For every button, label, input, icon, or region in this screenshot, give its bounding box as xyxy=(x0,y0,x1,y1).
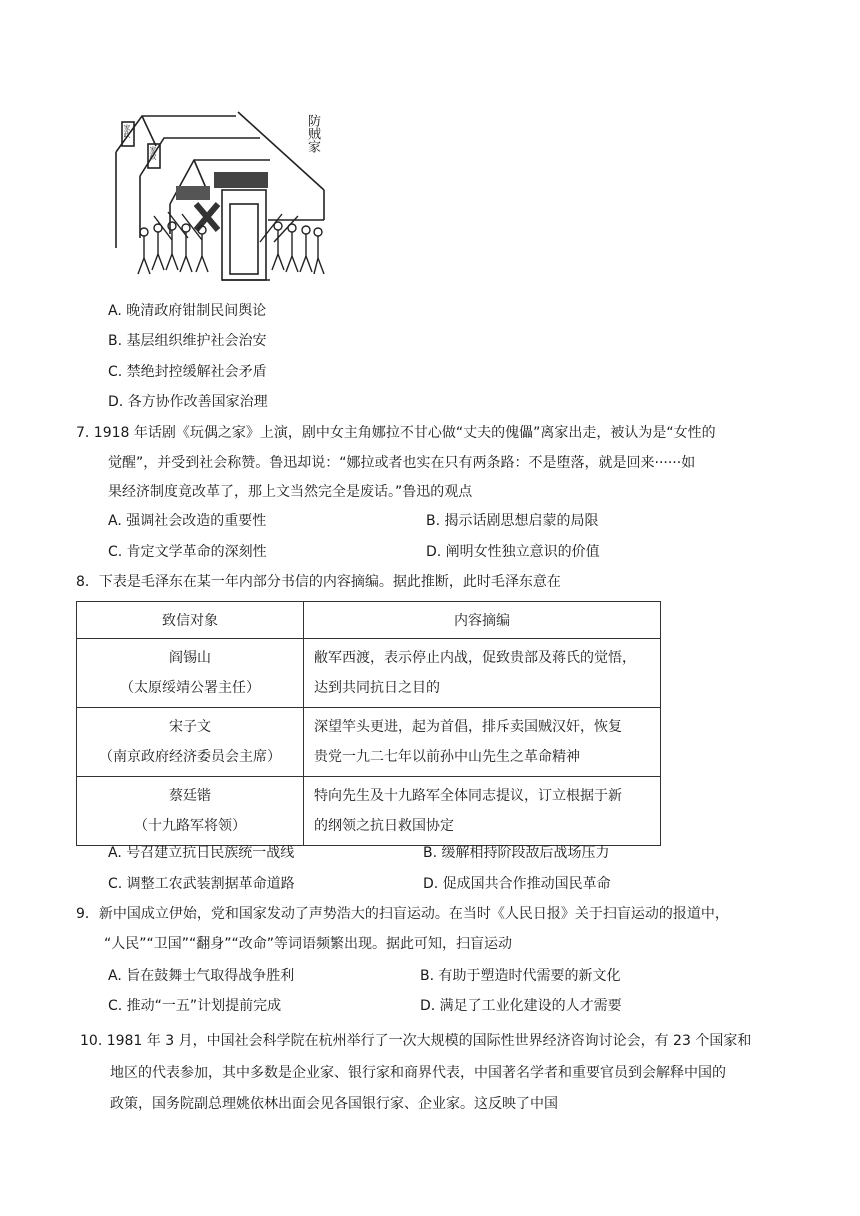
q10-stem-line-1: 10. 1981 年 3 月，中国社会科学院在杭州举行了一次大规模的国际性世界经济咨询讨论会，有 23 个国家和 xyxy=(80,1033,752,1049)
q8-option-b: B. 缓解相持阶段敌后战场压力 xyxy=(423,845,610,861)
table-row xyxy=(77,639,661,708)
recipient-cell xyxy=(77,777,304,846)
content-cell xyxy=(304,708,661,777)
q6-option-d: D. 各方协作改善国家治理 xyxy=(108,394,268,410)
content-cell xyxy=(304,777,661,846)
q9-stem-line-2: “人民”“卫国”“翻身”“改命”等词语频繁出现。据此可知，扫盲运动 xyxy=(104,936,513,952)
content-line: 敝军西渡，表示停止内战，促致贵部及蒋氏的觉悟， xyxy=(314,650,636,666)
q8-option-a: A. 号召建立抗日民族统一战线 xyxy=(108,845,295,861)
recipient-cell xyxy=(77,639,304,708)
cartoon-caption: 防贼家 xyxy=(305,114,320,153)
content-line: 的纲领之抗日救国协定 xyxy=(314,818,454,834)
q6-option-a: A. 晚清政府钳制民间舆论 xyxy=(108,303,267,319)
q10-stem-line-3: 政策，国务院副总理姚依林出面会见各国银行家、企业家。这反映了中国 xyxy=(110,1096,558,1112)
table-header-content: 内容摘编 xyxy=(304,602,661,639)
recipient-title: （十九路军将领） xyxy=(134,818,246,834)
q9-option-a: A. 旨在鼓舞士气取得战争胜利 xyxy=(108,968,295,984)
q8-option-d: D. 促成国共合作推动国民革命 xyxy=(423,876,611,892)
table-header-row xyxy=(77,602,661,639)
table-row xyxy=(77,708,661,777)
recipient-title: （南京政府经济委员会主席） xyxy=(99,749,281,765)
table-header-recipient: 致信对象 xyxy=(77,602,304,639)
q10-stem-line-2: 地区的代表参加，其中多数是企业家、银行家和商界代表，中国著名学者和重要官员到会解释中国的 xyxy=(110,1065,726,1081)
q7-option-c: C. 肯定文学革命的深刻性 xyxy=(108,544,267,560)
recipient-name: 阎锡山 xyxy=(169,650,211,666)
q9-option-b: B. 有助于塑造时代需要的新文化 xyxy=(420,968,621,984)
content-cell xyxy=(304,639,661,708)
q7-stem-line-1: 7. 1918 年话剧《玩偶之家》上演，剧中女主角娜拉不甘心做“丈夫的傀儡”离家出走，被认为是“女性的 xyxy=(76,425,716,441)
content-line: 达到共同抗日之目的 xyxy=(314,680,440,696)
recipient-name: 宋子文 xyxy=(169,719,211,735)
content-line: 深望竿头更进，起为首倡，排斥卖国贼汉奸，恢复 xyxy=(314,719,622,735)
q9-stem-line-1: 9．新中国成立伊始，党和国家发动了声势浩大的扫盲运动。在当时《人民日报》关于扫盲运动的报道中， xyxy=(76,906,729,922)
q6-option-b: B. 基层组织维护社会治安 xyxy=(108,333,267,349)
content-line: 特向先生及十九路军全体同志提议，订立根据于新 xyxy=(314,788,622,804)
q9-option-c: C. 推动“一五”计划提前完成 xyxy=(108,998,282,1014)
q8-letters-table xyxy=(76,601,661,846)
q7-stem-line-2: 觉醒”，并受到社会称赞。鲁迅却说：“娜拉或者也实在只有两条路：不是堕落，就是回来······如 xyxy=(108,455,696,471)
recipient-cell xyxy=(77,708,304,777)
q7-option-b: B. 揭示话剧思想启蒙的局限 xyxy=(426,513,599,529)
cartoon-illustration xyxy=(110,108,330,284)
cartoon-sign-mid: 家政 xyxy=(149,146,157,160)
q8-option-c: C. 调整工农武装割据革命道路 xyxy=(108,876,295,892)
table-row xyxy=(77,777,661,846)
q7-option-a: A. 强调社会改造的重要性 xyxy=(108,513,267,529)
q8-stem: 8．下表是毛泽东在某一年内部分书信的内容摘编。据此推断，此时毛泽东意在 xyxy=(76,574,561,590)
recipient-name: 蔡廷锴 xyxy=(169,788,211,804)
q7-stem-line-3: 果经济制度竟改革了，那上文当然完全是废话。”鲁迅的观点 xyxy=(108,484,473,500)
recipient-title: （太原绥靖公署主任） xyxy=(120,680,260,696)
cartoon-sign-left: 家政 xyxy=(123,124,131,138)
q9-option-d: D. 满足了工业化建设的人才需要 xyxy=(420,998,622,1014)
content-line: 贵党一九二七年以前孙中山先生之革命精神 xyxy=(314,749,580,765)
q7-option-d: D. 阐明女性独立意识的价值 xyxy=(426,544,600,560)
q6-option-c: C. 禁绝封控缓解社会矛盾 xyxy=(108,364,267,380)
